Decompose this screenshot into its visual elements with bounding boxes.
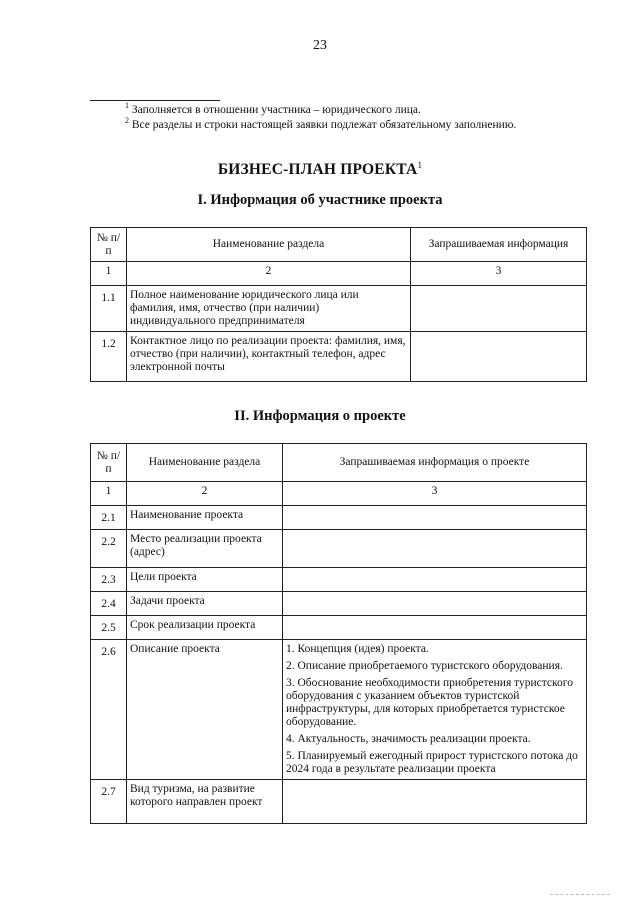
description-item: 2. Описание приобретаемого туристского оборудования. <box>286 660 563 672</box>
footnote-divider <box>90 100 220 101</box>
footnote-mark: 1 <box>125 101 129 111</box>
footnote-1 <box>125 103 516 118</box>
table-header-row <box>91 444 587 482</box>
header-info: Запрашиваемая информация <box>411 228 587 262</box>
scan-artifact <box>550 894 610 895</box>
description-item: 3. Обоснование необходимости приобретения туристского оборудования с указанием объектов туристской инфраструктуры, для которых приобретается туристское оборудование. <box>286 677 573 728</box>
row-info <box>283 568 587 592</box>
index-cell: 3 <box>411 262 587 286</box>
row-num: 2.5 <box>91 616 127 640</box>
header-name: Наименование раздела <box>127 228 411 262</box>
row-info <box>283 616 587 640</box>
description-item: 1. Концепция (идея) проекта. <box>286 643 429 655</box>
row-info <box>283 592 587 616</box>
project-table <box>90 443 587 824</box>
document-title <box>0 160 640 179</box>
section-2-title: II. Информация о проекте <box>234 408 406 424</box>
table-row <box>91 506 587 530</box>
row-num: 1.1 <box>91 286 127 332</box>
header-name: Наименование раздела <box>127 444 283 482</box>
row-name: Срок реализации проекта <box>127 616 283 640</box>
table-row-description <box>91 640 587 780</box>
row-name: Задачи проекта <box>127 592 283 616</box>
footnotes <box>125 103 516 133</box>
description-item: 4. Актуальность, значимость реализации проекта. <box>286 733 531 745</box>
table-header-row <box>91 228 587 262</box>
row-num: 2.3 <box>91 568 127 592</box>
row-info <box>411 332 587 382</box>
row-name: Контактное лицо по реализации проекта: фамилия, имя, отчество (при наличии), контактный телефон, адрес электронной почты <box>127 332 411 382</box>
row-name: Вид туризма, на развитие которого направлен проект <box>127 780 283 824</box>
header-num: № п/п <box>91 444 127 482</box>
row-name: Описание проекта <box>127 640 283 780</box>
row-num: 2.2 <box>91 530 127 568</box>
table-row <box>91 530 587 568</box>
row-info <box>411 286 587 332</box>
row-info <box>283 780 587 824</box>
row-num: 1.2 <box>91 332 127 382</box>
table-row <box>91 568 587 592</box>
row-num: 2.7 <box>91 780 127 824</box>
table-row <box>91 592 587 616</box>
row-num: 2.4 <box>91 592 127 616</box>
table-row <box>91 780 587 824</box>
description-item: 5. Планируемый ежегодный прирост туристского потока до 2024 года в результате реализации проекта <box>286 750 578 775</box>
participant-table <box>90 227 587 382</box>
page-number: 23 <box>313 38 327 53</box>
index-cell: 1 <box>91 482 127 506</box>
footnote-2 <box>125 118 516 133</box>
row-info-list <box>283 640 587 780</box>
row-info <box>283 530 587 568</box>
index-row <box>91 262 587 286</box>
footnote-text: Все разделы и строки настоящей заявки подлежат обязательному заполнению. <box>131 119 517 131</box>
row-name: Наименование проекта <box>127 506 283 530</box>
table-row <box>91 616 587 640</box>
row-num: 2.6 <box>91 640 127 780</box>
index-cell: 2 <box>127 482 283 506</box>
index-cell: 2 <box>127 262 411 286</box>
footnote-mark: 2 <box>125 116 129 126</box>
row-info <box>283 506 587 530</box>
header-info: Запрашиваемая информация о проекте <box>283 444 587 482</box>
section-1-title: I. Информация об участнике проекта <box>197 192 443 208</box>
index-cell: 1 <box>91 262 127 286</box>
index-cell: 3 <box>283 482 587 506</box>
row-name: Место реализации проекта (адрес) <box>127 530 283 568</box>
row-name: Полное наименование юридического лица или фамилия, имя, отчество (при наличии) индивидуального предпринимателя <box>127 286 411 332</box>
footnote-text: Заполняется в отношении участника – юридического лица. <box>131 104 421 116</box>
table-row <box>91 286 587 332</box>
row-name: Цели проекта <box>127 568 283 592</box>
index-row <box>91 482 587 506</box>
row-num: 2.1 <box>91 506 127 530</box>
title-footnote-mark: 1 <box>417 160 423 170</box>
document-title-text: БИЗНЕС-ПЛАН ПРОЕКТА <box>217 161 418 179</box>
table-row <box>91 332 587 382</box>
header-num: № п/п <box>91 228 127 262</box>
